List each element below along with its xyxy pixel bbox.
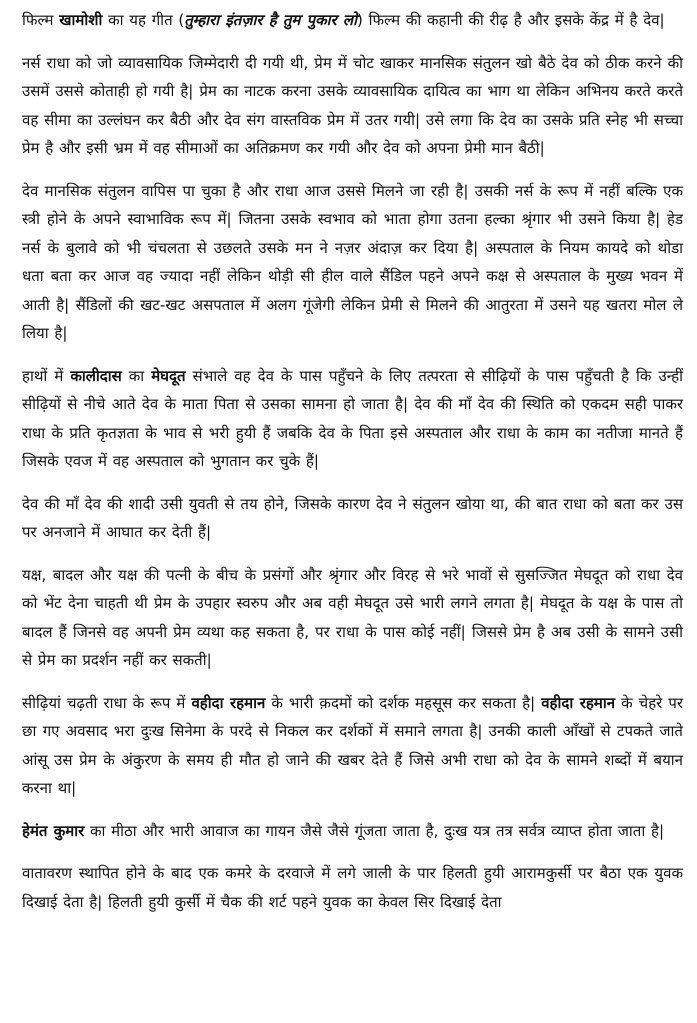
actor-name: वहीदा रहमान — [541, 693, 616, 712]
paragraph-3: देव मानसिक संतुलन वापिस पा चुका है और राधा आज उससे मिलने जा रही है| उसकी नर्स के रूप में नहीं बल्कि एक स्त्री होने के अपने स्वाभाविक रूप में| जितना उसके स्वभाव को भाता होगा उतना हल्का श्रृंगार भी उसने किया है| हेड नर्स के बुलावे को भी चंचलता से उछलते उसके मन ने नज़र अंदाज़ कर दिया है| अस्पताल के नियम कायदे को थोडा धता बता कर आज वह ज्यादा नहीं लेकिन थोड़ी सी हील वाले सैंडिल पहने अपने कक्ष से अस्पताल के मुख्य भवन में आती है| सैंडिलों की खट-खट असपताल में अलग गूंजेगी लेकिन प्रेमी से मिलने की आतुरता में उसने यह खतरा मोल ले लिया है| — [22, 181, 683, 342]
author-name: कालीदास — [70, 366, 122, 385]
paragraph-1 — [22, 6, 683, 35]
text-run: के चेहरे पर छा गए अवसाद भरा दुःख सिनेमा के परदे से निकल कर दर्शकों में समाने लगता है| उनकी काली आँखों से टपकते जाते आंसू उस प्रेम के अंकुरण के समय ही मौत हो जाने की खबर देते हैं जिसे अभी राधा को देव के सामने शब्दों में बयान करना था| — [22, 693, 684, 797]
actor-name: वहीदा रहमान — [191, 693, 266, 712]
paragraph-4 — [22, 362, 683, 476]
paragraph-2: नर्स राधा को जो व्यावसायिक जिम्मेदारी दी गयी थी, प्रेम में चोट खाकर मानसिक संतुलन खो बैठे देव को ठीक करने की उसमें उससे कोताही हो गयी है| प्रेम का नाटक करना उसके व्यावसायिक दायित्व का भाग था लेकिन अभिनय करते करते वह सीमा का उल्लंघन कर बैठी और देव संग वास्तविक प्रेम में उतर गयी| उसे लगा कि देव का उसके प्रति स्नेह भी सच्चा प्रेम है और इसी भ्रम में वह सीमाओं का अतिक्रमण कर गयी और देव को अपना प्रेमी मान बैठी| — [22, 53, 683, 157]
text-run: संभाले वह देव के पास पहुँचने के लिए तत्परता से सीढ़ियों के पास पहुँचती है कि उन्हीं सीढ़ियों से नीचे आते देव के माता पिता से उसका सामना हो जाता है| देव की माँ देव की स्थिति को एकदम सही पाकर राधा के प्रति कृतज्ञता के भाव से भरी हुयी हैं जबकि देव के पिता इसे अस्पताल और राधा के काम का नतीजा मानते हैं जिसके एवज में वह अस्पताल को भुगतान कर चुके हैं| — [22, 366, 684, 470]
text-run: का यह गीत ( — [102, 11, 185, 29]
text-run: हाथों में — [22, 366, 71, 385]
text-run: का मीठा और भारी आवाज का गायन जैसे जैसे गूंजता जाता है, दुःख यत्र तत्र सर्वत्र व्याप्त होता जाता है| — [84, 821, 665, 840]
text-run: के भारी क़दमों को दर्शक महसूस कर सकता है| — [265, 693, 542, 712]
singer-name: हेमंत कुमार — [22, 821, 85, 840]
book-title: मेघदूत — [151, 366, 186, 385]
text-run: सीढ़ियां चढ़ती राधा के रूप में — [22, 693, 192, 712]
film-title: खामोशी — [59, 11, 103, 29]
paragraph-7 — [22, 689, 683, 803]
text-run: ) फिल्म की कहानी की रीढ़ है और इसके केंद्र में है देव| — [356, 11, 665, 29]
paragraph-5: देव की माँ देव की शादी उसी युवती से तय होने, जिसके कारण देव ने संतुलन खोया था, की बात राधा को बता कर उस पर अनजाने में आघात कर देती हैं| — [22, 494, 683, 541]
song-title: तुम्हारा इंतज़ार है तुम पुकार लो — [184, 11, 357, 29]
text-run: फिल्म — [22, 11, 60, 29]
paragraph-8 — [22, 817, 683, 846]
text-run: का — [121, 366, 152, 385]
paragraph-6: यक्ष, बादल और यक्ष की पत्नी के बीच के प्रसंगों और श्रृंगार और विरह से भरे भावों से सुसज्जित मेघदूत को राधा देव को भेंट देना चाहती थी प्रेम के उपहार स्वरुप और अब वही मेघदूत उसे भारी लगने लगता है| मेघदूत के यक्ष के पास तो बादल हैं जिनसे वह अपनी प्रेम व्यथा कह सकता है, पर राधा के पास कोई नहीं| जिससे प्रेम है अब उसी के सामने उसी से प्रेम का प्रदर्शन नहीं कर सकती| — [22, 565, 683, 669]
paragraph-9: वातावरण स्थापित होने के बाद एक कमरे के दरवाजे में लगे जाली के पार हिलती हुयी आरामकुर्सी पर बैठा एक युवक दिखाई देता है| हिलती हुयी कुर्सी में चैक की शर्ट पहने युवक का केवल सिर दिखाई देता — [22, 864, 683, 911]
